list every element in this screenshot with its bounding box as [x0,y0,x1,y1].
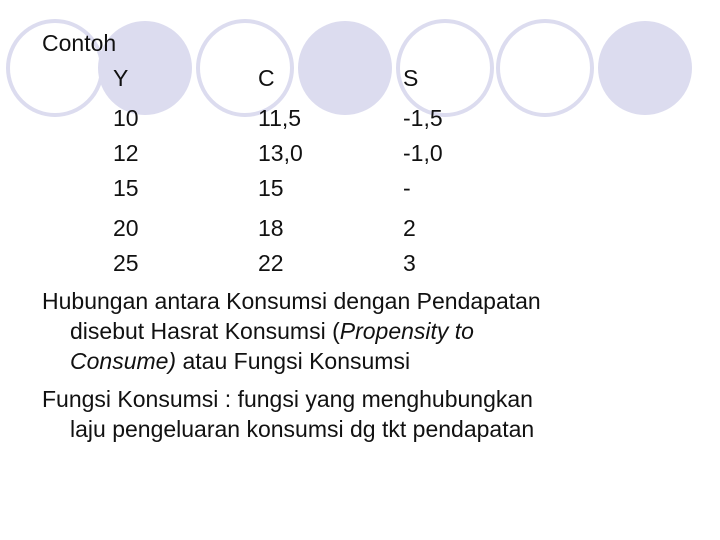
paragraph-1-line-3 [70,346,410,376]
cell-s: 2 [403,215,416,241]
heading: Contoh [42,30,117,56]
cell-c: 13,0 [258,140,303,166]
cell-s: -1,5 [403,105,443,131]
paragraph-1-line-1: Hubungan antara Konsumsi dengan Pendapatan [42,288,541,314]
paragraph-2-line-1: Fungsi Konsumsi : fungsi yang menghubungkan [42,386,533,412]
header-y: Y [113,65,129,91]
table-row [0,173,720,203]
paragraph-1-line-3-text: atau Fungsi Konsumsi [176,348,411,374]
paragraph-2-line-2: laju pengeluaran konsumsi dg tkt pendapatan [70,416,535,442]
header-s: S [403,65,419,91]
table-header-row [0,63,720,93]
table-row [0,138,720,168]
table-row [0,248,720,278]
cell-c: 15 [258,175,284,201]
cell-y: 10 [113,105,139,131]
cell-s: 3 [403,250,416,276]
cell-y: 15 [113,175,139,201]
cell-s: -1,0 [403,140,443,166]
paragraph-1-line-2 [70,316,474,346]
cell-c: 11,5 [258,105,302,131]
paragraph-1-italic-term: Propensity to [339,318,474,344]
cell-y: 20 [113,215,139,241]
paragraph-1-italic-term-end: Consume) [70,348,177,374]
paragraph-1-line-2-text: disebut Hasrat Konsumsi ( [70,318,340,344]
table-row [0,213,720,243]
header-c: C [258,65,275,91]
cell-c: 22 [258,250,284,276]
cell-y: 25 [113,250,139,276]
cell-c: 18 [258,215,284,241]
table-row [0,103,720,133]
cell-s: - [403,175,411,201]
cell-y: 12 [113,140,139,166]
